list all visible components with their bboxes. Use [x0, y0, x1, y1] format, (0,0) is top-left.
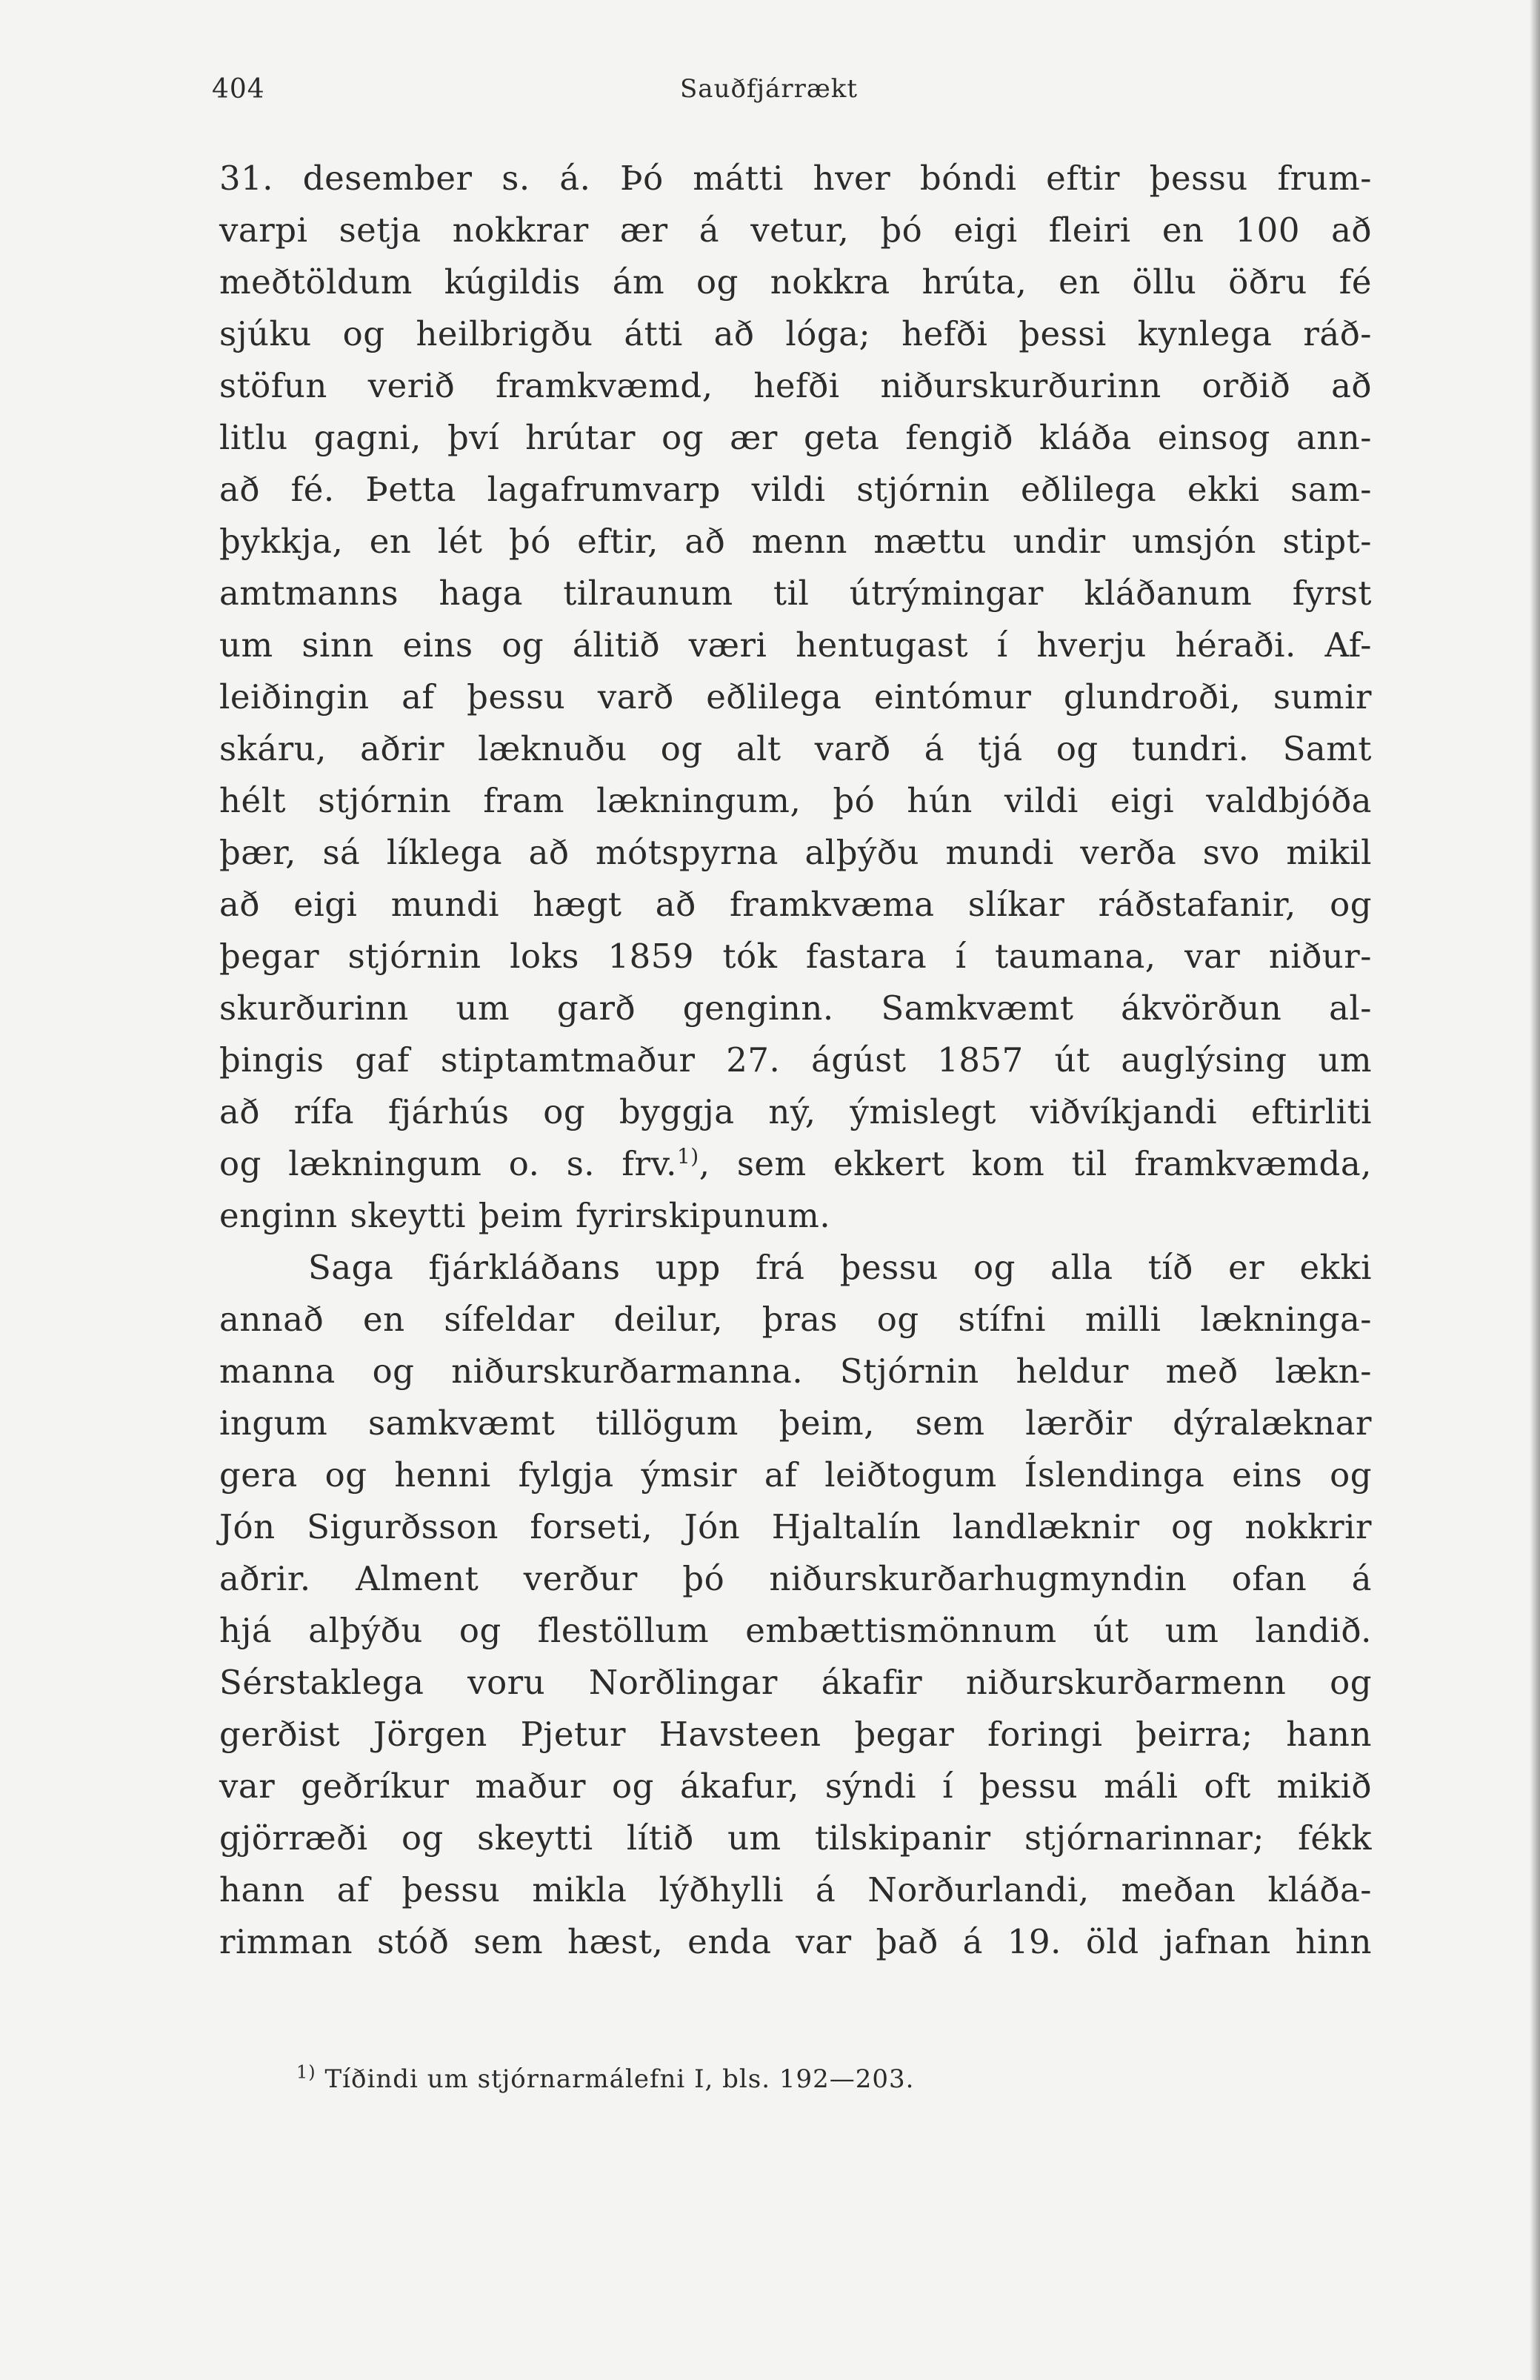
- text-line: gerðist Jörgen Pjetur Havsteen þegar foringi þeirra; hann: [219, 1715, 1372, 1754]
- text-line: um sinn eins og álitið væri hentugast í hverju héraði. Af-: [219, 625, 1372, 665]
- running-title: Sauðfjárrækt: [680, 74, 859, 104]
- text-line: þingis gaf stiptamtmaður 27. ágúst 1857 út auglýsing um: [219, 1040, 1372, 1080]
- text-line-paragraph-start: [219, 1242, 1372, 1294]
- text-line: þykkja, en lét þó eftir, að menn mættu undir umsjón stipt-: [219, 522, 1372, 561]
- text-line: Jón Sigurðsson forseti, Jón Hjaltalín landlæknir og nokkrir: [219, 1507, 1372, 1546]
- body-text: [219, 153, 1372, 1968]
- footnote-marker: 1): [296, 2061, 316, 2083]
- text-line: 31. desember s. á. Þó mátti hver bóndi eftir þessu frum-: [219, 159, 1372, 198]
- text-line: manna og niðurskurðarmanna. Stjórnin heldur með lækn-: [219, 1352, 1372, 1391]
- text-line: þær, sá líklega að mótspyrna alþýðu mundi verða svo mikil: [219, 833, 1372, 872]
- text-line-part: Saga fjárkláðans upp frá þessu og alla tíð er ekki: [308, 1248, 1372, 1287]
- text-line: meðtöldum kúgildis ám og nokkra hrúta, en öllu öðru fé: [219, 262, 1372, 302]
- text-line: gjörræði og skeytti lítið um tilskipanir stjórnarinnar; fékk: [219, 1818, 1372, 1858]
- text-line: varpi setja nokkrar ær á vetur, þó eigi fleiri en 100 að: [219, 210, 1372, 250]
- text-line-part: og lækningum o. s. frv.: [219, 1144, 677, 1183]
- footnote-text: Tíðindi um stjórnarmálefni I, bls. 192—203.: [324, 2064, 915, 2094]
- text-line: skurðurinn um garð genginn. Samkvæmt ákvörðun al-: [219, 988, 1372, 1028]
- text-line: stöfun verið framkvæmd, hefði niðurskurðurinn orðið að: [219, 366, 1372, 405]
- text-line: ingum samkvæmt tillögum þeim, sem lærðir dýralæknar: [219, 1403, 1372, 1443]
- text-line: gera og henni fylgja ýmsir af leiðtogum Íslendinga eins og: [219, 1455, 1372, 1495]
- page-edge-shadow: [1530, 0, 1540, 2380]
- text-line: Sérstaklega voru Norðlingar ákafir niðurskurðarmenn og: [219, 1663, 1372, 1702]
- text-line: skáru, aðrir læknuðu og alt varð á tjá og tundri. Samt: [219, 729, 1372, 768]
- text-line: að eigi mundi hægt að framkvæma slíkar ráðstafanir, og: [219, 885, 1372, 924]
- text-line: að rífa fjárhús og byggja ný, ýmislegt viðvíkjandi eftirliti: [219, 1092, 1372, 1131]
- text-line-part: , sem ekkert kom til framkvæmda,: [699, 1144, 1372, 1183]
- text-line-with-footnote-ref: [219, 1138, 1372, 1190]
- text-line: aðrir. Alment verður þó niðurskurðarhugmyndin ofan á: [219, 1559, 1372, 1598]
- text-line: þegar stjórnin loks 1859 tók fastara í taumana, var niður-: [219, 937, 1372, 976]
- text-line: rimman stóð sem hæst, enda var það á 19. öld jafnan hinn: [219, 1922, 1372, 1961]
- text-line: sjúku og heilbrigðu átti að lóga; hefði þessi kynlega ráð-: [219, 314, 1372, 353]
- text-line: hjá alþýðu og flestöllum embættismönnum út um landið.: [219, 1611, 1372, 1650]
- page-number: 404: [212, 74, 265, 104]
- text-line: annað en sífeldar deilur, þras og stífni milli lækninga-: [219, 1300, 1372, 1339]
- text-line: leiðingin af þessu varð eðlilega eintómur glundroði, sumir: [219, 677, 1372, 717]
- text-line: hélt stjórnin fram lækningum, þó hún vildi eigi valdbjóða: [219, 781, 1372, 820]
- text-line: var geðríkur maður og ákafur, sýndi í þessu máli oft mikið: [219, 1766, 1372, 1806]
- text-line: hann af þessu mikla lýðhylli á Norðurlandi, meðan kláða-: [219, 1870, 1372, 1909]
- text-line-paragraph-end: enginn skeytti þeim fyrirskipunum.: [219, 1196, 831, 1235]
- text-line: litlu gagni, því hrútar og ær geta fengið kláða einsog ann-: [219, 418, 1372, 457]
- text-line: amtmanns haga tilraunum til útrýmingar kláðanum fyrst: [219, 574, 1372, 613]
- footnote: [296, 2061, 915, 2094]
- footnote-reference: 1): [676, 1144, 699, 1169]
- text-line: að fé. Þetta lagafrumvarp vildi stjórnin eðlilega ekki sam-: [219, 470, 1372, 509]
